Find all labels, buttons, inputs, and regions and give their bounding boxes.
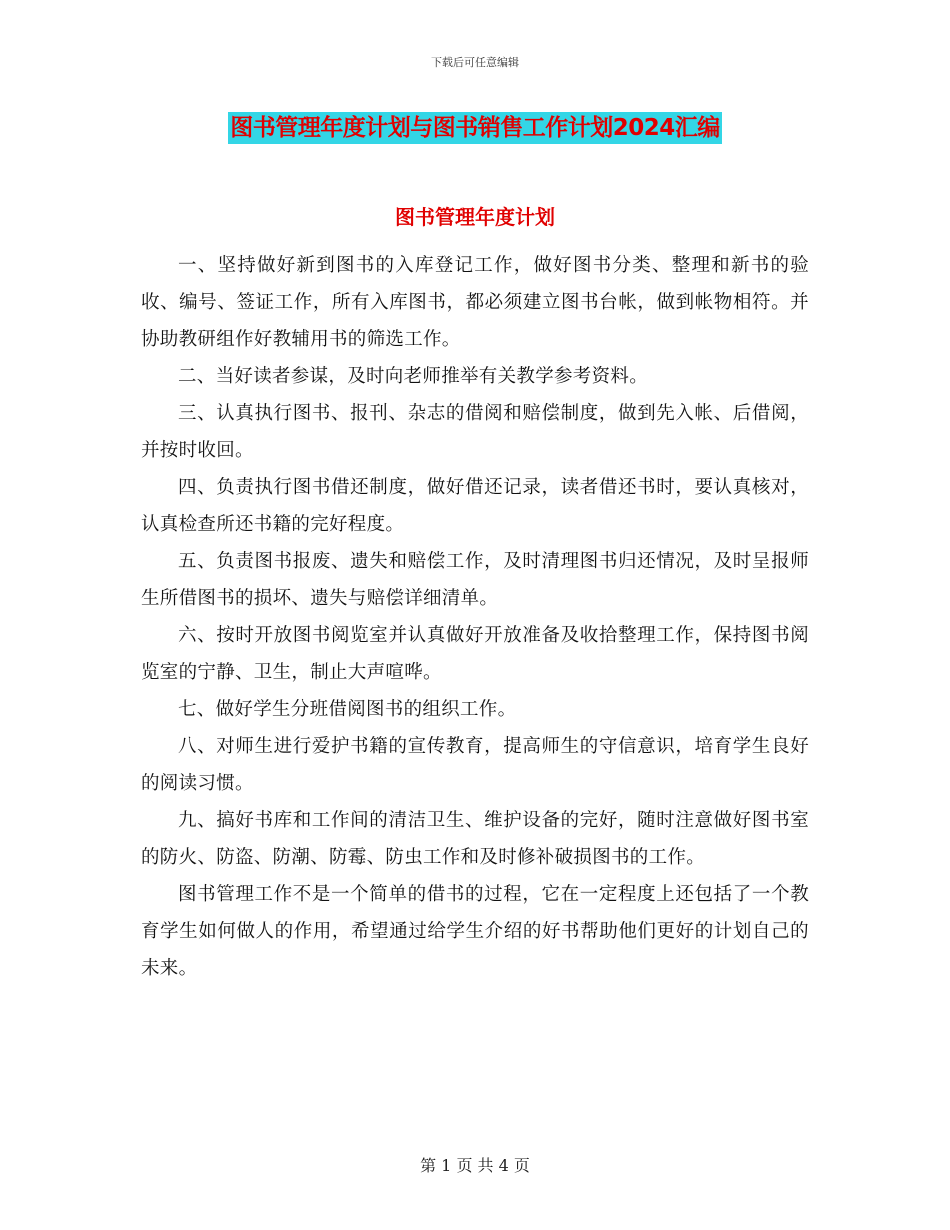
paragraph: 二、当好读者参谋，及时向老师推举有关教学参考资料。 xyxy=(178,366,649,387)
paragraph: 五、负责图书报废、遗失和赔偿工作，及时清理图书归还情况，及时呈报师生所借图书的损坏、遗失与赔偿详细清单。 xyxy=(141,551,809,609)
header-note: 下载后可任意编辑 xyxy=(431,56,519,69)
section-title: 图书管理年度计划 xyxy=(395,205,555,229)
page-footer: 第 1 页 共 4 页 xyxy=(420,1156,530,1175)
paragraph: 一、坚持做好新到图书的入库登记工作，做好图书分类、整理和新书的验收、编号、签证工作，所有入库图书，都必须建立图书台帐，做到帐物相符。并协助教研组作好教辅用书的筛选工作。 xyxy=(141,255,809,350)
document-title-wrap xyxy=(0,112,950,144)
paragraph: 四、负责执行图书借还制度，做好借还记录，读者借还书时，要认真核对，认真检查所还书籍的完好程度。 xyxy=(141,477,809,535)
paragraph: 图书管理工作不是一个简单的借书的过程，它在一定程度上还包括了一个教育学生如何做人的作用，希望通过给学生介绍的好书帮助他们更好的计划自己的未来。 xyxy=(141,884,809,979)
document-title: 图书管理年度计划与图书销售工作计划2024汇编 xyxy=(228,112,722,144)
document-body xyxy=(141,247,809,987)
paragraph: 六、按时开放图书阅览室并认真做好开放准备及收拾整理工作，保持图书阅览室的宁静、卫生，制止大声喧哗。 xyxy=(141,625,809,683)
paragraph: 三、认真执行图书、报刊、杂志的借阅和赔偿制度，做到先入帐、后借阅，并按时收回。 xyxy=(141,403,809,461)
paragraph: 八、对师生进行爱护书籍的宣传教育，提高师生的守信意识，培育学生良好的阅读习惯。 xyxy=(141,736,809,794)
paragraph: 九、搞好书库和工作间的清洁卫生、维护设备的完好，随时注意做好图书室的防火、防盗、防潮、防霉、防虫工作和及时修补破损图书的工作。 xyxy=(141,810,809,868)
paragraph: 七、做好学生分班借阅图书的组织工作。 xyxy=(178,699,517,720)
